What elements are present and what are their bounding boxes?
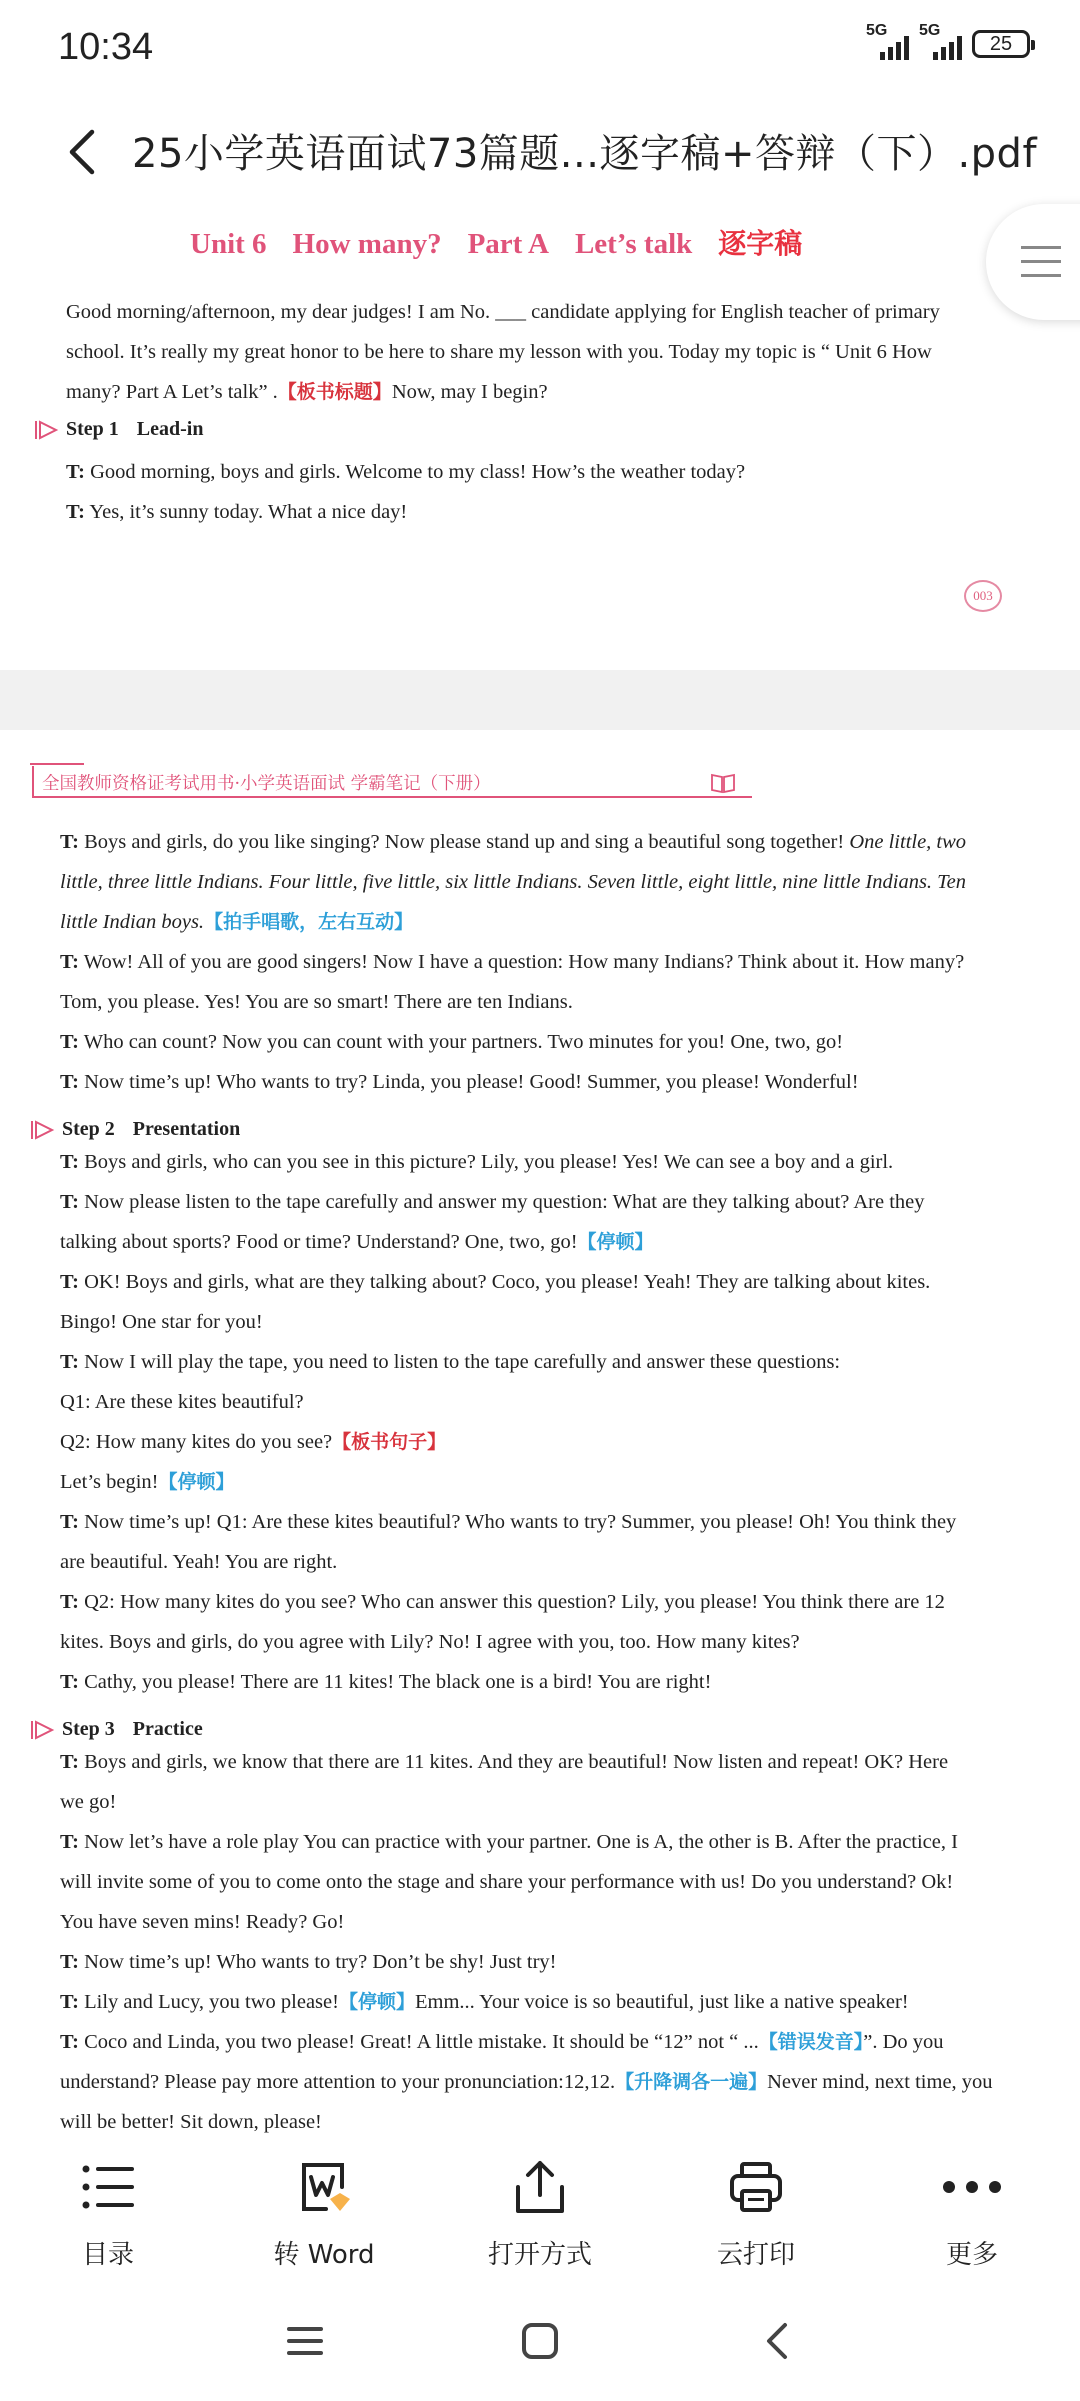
word-convert-icon: [296, 2159, 352, 2215]
convert-to-word-button[interactable]: 转 Word: [234, 2140, 414, 2271]
page-number: 003: [964, 580, 1002, 612]
system-nav-bar: [0, 2276, 1080, 2401]
open-with-button[interactable]: 打开方式: [450, 2140, 630, 2271]
step-heading: Step 1 Lead-in: [34, 418, 203, 441]
unit-title: Unit 6 How many? Part A Let’s talk 逐字稿: [190, 227, 803, 260]
menu-lines-icon: [285, 2324, 325, 2358]
home-button[interactable]: [510, 2316, 570, 2366]
lesson-body: T: Boys and girls, we know that there are 11 kites. And they are beautiful! Now listen and repeat! OK? Here we go! T: Now let’s have a role play You can practice with your partner. One is A, the other is B. After the practice, I will invite some of you to come onto the stage and share your performance with us! Do you understand? Ok! You have seven mins! Ready? Go! T: Now time’s up! Who wants to try? Don’t be shy! Just try! T: Lily and Lucy, you two please!【停顿】Emm... Your voice is so beautiful, just like a native speaker! T: Coco and Linda, you two please! Great! A little mistake. It should be “12” not “ ...【错误发音】”. Do you understand? Please pay more attention to your pronunciation:12,12.【升降调各一遍】Never mind, next time, you will be better! Sit down, please!: [60, 1751, 993, 2133]
home-square-icon: [520, 2321, 560, 2361]
cloud-print-button[interactable]: 云打印: [666, 2140, 846, 2271]
running-header: 全国教师资格证考试用书·小学英语面试 学霸笔记（下册）: [32, 766, 752, 798]
more-dots-icon: [942, 2180, 1002, 2194]
share-icon: [514, 2159, 566, 2215]
bottom-toolbar: [0, 2140, 1080, 2276]
status-bar: [0, 0, 1080, 96]
title-bar: [0, 96, 1080, 208]
list-icon: [82, 2164, 134, 2210]
clock: 10:34: [58, 26, 154, 68]
toc-button[interactable]: 目录: [18, 2140, 198, 2271]
document-title: 25小学英语面试73篇题...逐字稿+答辩（下）.pdf: [132, 131, 1038, 177]
battery-icon: 25: [972, 30, 1030, 58]
signal-icon: 5G: [866, 28, 909, 60]
step-heading: Step 2 Presentation: [30, 1118, 240, 1141]
step-heading: Step 3 Practice: [30, 1718, 203, 1741]
book-icon: [710, 772, 736, 794]
play-marker-icon: [30, 1719, 56, 1741]
lesson-body: T: Boys and girls, who can you see in this picture? Lily, you please! Yes! We can see a boy and a girl. T: Now please listen to the tape carefully and answer my question: What are they talking about? Are they talking about sports? Food or time? Understand? One, two, go!【停顿】 T: OK! Boys and girls, what are they talking about? Coco, you please! Yeah! They are talking about kites. Bingo! One star for you! T: Now I will play the tape, you need to listen to the tape carefully and answer these questions: Q1: Are these kites beautiful? Q2: How many kites do you see?【板书句子】 Let’s begin!【停顿】 T: Now time’s up! Q1: Are these kites beautiful? Who wants to try? Summer, you please! Oh! You think they are beautiful. Yeah! You are right. T: Q2: How many kites do you see? Who can answer this question? Lily, you please! You think there are 12 kites. Boys and girls, do you agree with Lily? No! I agree with you, too. How many kites? T: Cathy, you please! There are 11 kites! The black one is a bird! You are right!: [60, 1151, 957, 1693]
pdf-page-4: [0, 730, 1080, 2140]
hamburger-icon: [1019, 244, 1063, 280]
signal-icon-2: 5G: [919, 28, 962, 60]
lesson-body: T: Boys and girls, do you like singing? Now please stand up and sing a beautiful song together! One little, two little, three little Indians. Four little, five little, six little Indians. Seven little, eight little, nine little Indians. Ten little Indian boys.【拍手唱歌，左右互动】 T: Wow! All of you are good singers! Now I have a question: How many Indians? Think about it. How many? Tom, you please. Yes! You are so smart! There are ten Indians. T: Who can count? Now you can count with your partners. Two minutes for you! One, two, go! T: Now time’s up! Who wants to try? Linda, you please! Good! Summer, you please! Wonderful!: [60, 831, 967, 1093]
pdf-page-3: [0, 208, 1080, 670]
play-marker-icon: [34, 419, 60, 441]
dialogue-block: T: Good morning, boys and girls. Welcome to my class! How’s the weather today? T: Yes, it’s sunny today. What a nice day!: [66, 461, 746, 523]
back-arrow-icon: [763, 2321, 793, 2361]
play-marker-icon: [30, 1119, 56, 1141]
more-button[interactable]: 更多: [882, 2140, 1062, 2271]
intro-paragraph: Good morning/afternoon, my dear judges! I am No. ___ candidate applying for English teacher of primary school. It’s really my great honor to be here to share my lesson with you. Today my topic is “ Unit 6 How many? Part A Let’s talk” .【板书标题】Now, may I begin?: [66, 301, 940, 403]
chevron-left-icon: [66, 128, 96, 176]
recent-apps-button[interactable]: [275, 2316, 335, 2366]
page-separator: [0, 670, 1080, 730]
system-back-button[interactable]: [748, 2316, 808, 2366]
printer-icon: [728, 2161, 784, 2213]
status-icons: [866, 22, 1030, 60]
back-button[interactable]: [56, 122, 106, 182]
